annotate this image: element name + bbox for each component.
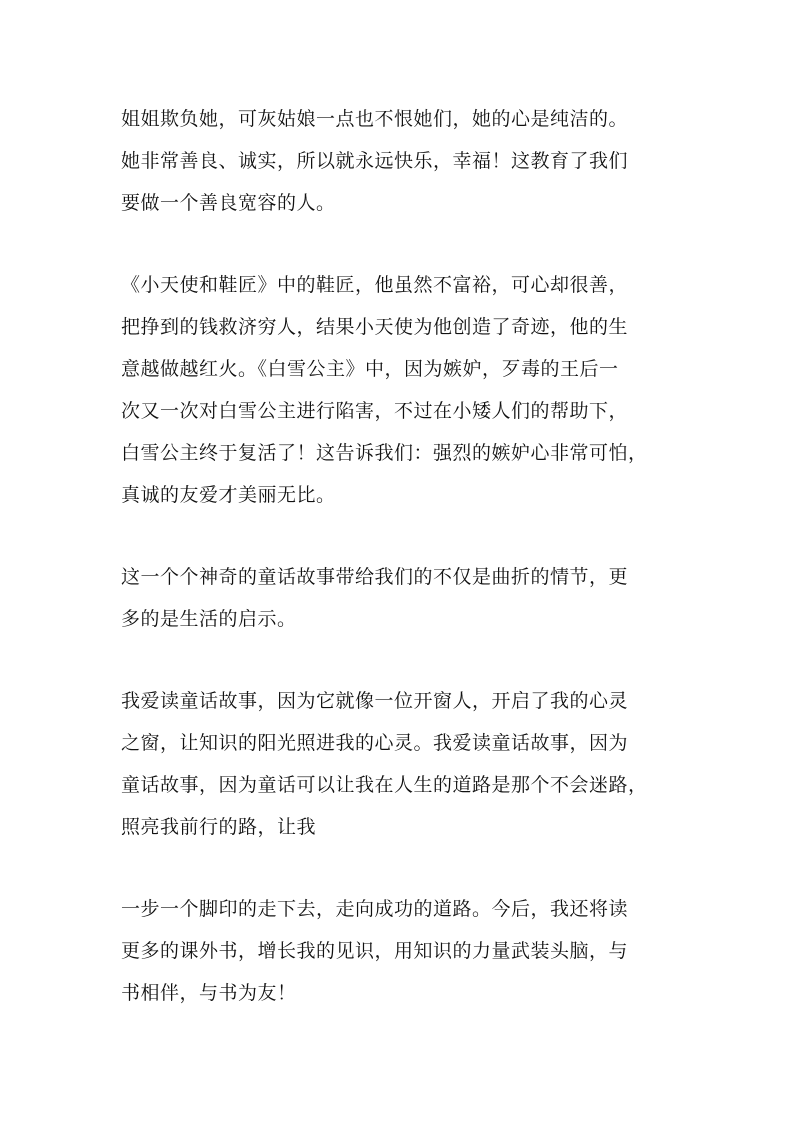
text-line: 她非常善良、诚实，所以就永远快乐，幸福！这教育了我们 [121,150,629,172]
text-line: 白雪公主终于复活了！这告诉我们：强烈的嫉妒心非常可怕， [121,442,648,464]
text-line: 《小天使和鞋匠》中的鞋匠，他虽然不富裕，可心却很善， [121,274,629,296]
text-line: 意越做越红火。《白雪公主》中，因为嫉妒，歹毒的王后一 [121,358,619,380]
text-line: 更多的课外书，增长我的见识，用知识的力量武装头脑，与 [121,940,629,962]
paragraph-3 [121,556,681,640]
text-line: 多的是生活的启示。 [121,608,297,630]
paragraph-5 [121,888,681,1014]
text-line: 书相伴，与书为友！ [121,982,297,1004]
text-line: 这一个个神奇的童话故事带给我们的不仅是曲折的情节，更 [121,566,629,588]
paragraph-1 [121,98,681,224]
text-line: 之窗，让知识的阳光照进我的心灵。我爱读童话故事，因为 [121,732,629,754]
paragraph-4 [121,680,681,848]
text-line: 姐姐欺负她，可灰姑娘一点也不恨她们，她的心是纯洁的。 [121,108,629,130]
text-line: 真诚的友爱才美丽无比。 [121,484,336,506]
text-line: 次又一次对白雪公主进行陷害，不过在小矮人们的帮助下， [121,400,629,422]
text-line: 把挣到的钱救济穷人，结果小天使为他创造了奇迹，他的生 [121,316,629,338]
text-line: 照亮我前行的路，让我 [121,816,317,838]
text-line: 要做一个善良宽容的人。 [121,192,336,214]
text-line: 童话故事，因为童话可以让我在人生的道路是那个不会迷路， [121,774,648,796]
text-line: 一步一个脚印的走下去，走向成功的道路。今后，我还将读 [121,898,629,920]
text-line: 我爱读童话故事，因为它就像一位开窗人，开启了我的心灵 [121,690,629,712]
paragraph-2 [121,264,681,516]
